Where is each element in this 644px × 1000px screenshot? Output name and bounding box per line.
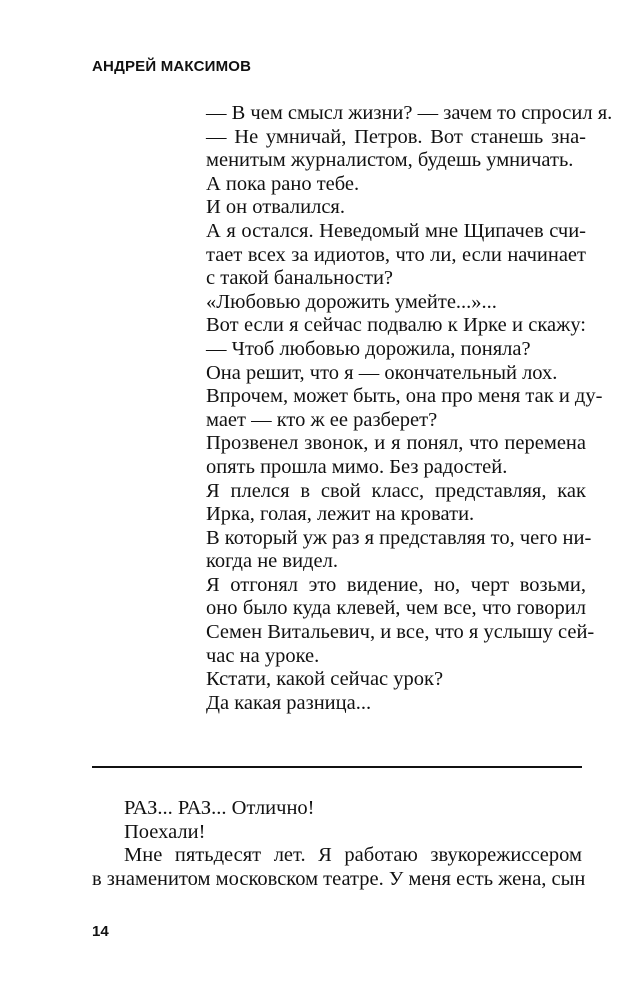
text-line: — В чем смысл жизни? — зачем то спросил я. (206, 102, 613, 124)
section-body (92, 797, 586, 891)
text-line: «Любовью дорожить умейте...»... (206, 290, 497, 313)
section-divider (92, 766, 582, 768)
text-line: Я отгонял это видение, но, черт возьми, (206, 573, 586, 596)
text-line: И он отвалился. (206, 196, 345, 219)
running-head-author: АНДРЕЙ МАКСИМОВ (92, 58, 252, 75)
text-line: Ирка, голая, лежит на кровати. (206, 503, 475, 526)
text-line: час на уроке. (206, 644, 320, 667)
text-line: Поехали! (124, 820, 206, 843)
text-line: Вот если я сейчас подвалю к Ирке и скажу: (206, 314, 586, 337)
text-line: РАЗ... РАЗ... Отлично! (124, 797, 315, 819)
text-line: Мне пятьдесят лет. Я работаю звукорежиссером (124, 844, 582, 867)
page-number: 14 (92, 923, 109, 940)
text-line: Кстати, какой сейчас урок? (206, 668, 444, 691)
text-line: Впрочем, может быть, она про меня так и ду- (206, 385, 603, 408)
text-line: А я остался. Неведомый мне Щипачев счи- (206, 219, 586, 242)
text-line: опять прошла мимо. Без радостей. (206, 455, 508, 478)
text-line: А пока рано тебе. (206, 172, 360, 195)
text-line: менитым журналистом, будешь умничать. (206, 149, 574, 172)
text-line: Она решит, что я — окончательный лох. (206, 361, 558, 384)
text-line: В который уж раз я представляя то, чего ни- (206, 526, 592, 549)
text-line: с такой банальности? (206, 267, 394, 290)
text-line: мает — кто ж ее разберет? (206, 408, 438, 431)
text-line: оно было куда клевей, чем все, что говорил (206, 597, 586, 620)
text-line: когда не видел. (206, 550, 338, 573)
text-line: тает всех за идиотов, что ли, если начинает (206, 243, 586, 266)
text-column (206, 102, 613, 715)
text-line: в знаменитом московском театре. У меня есть жена, сын (92, 867, 586, 890)
text-line: Я плелся в свой класс, представляя, как (206, 479, 586, 502)
text-line: Прозвенел звонок, и я понял, что перемена (206, 432, 586, 455)
text-line: — Чтоб любовью дорожила, поняла? (206, 337, 531, 360)
text-line: Семен Витальевич, и все, что я услышу сей- (206, 621, 595, 644)
text-line: — Не умничай, Петров. Вот станешь зна- (206, 125, 586, 148)
text-line: Да какая разница... (206, 691, 372, 714)
